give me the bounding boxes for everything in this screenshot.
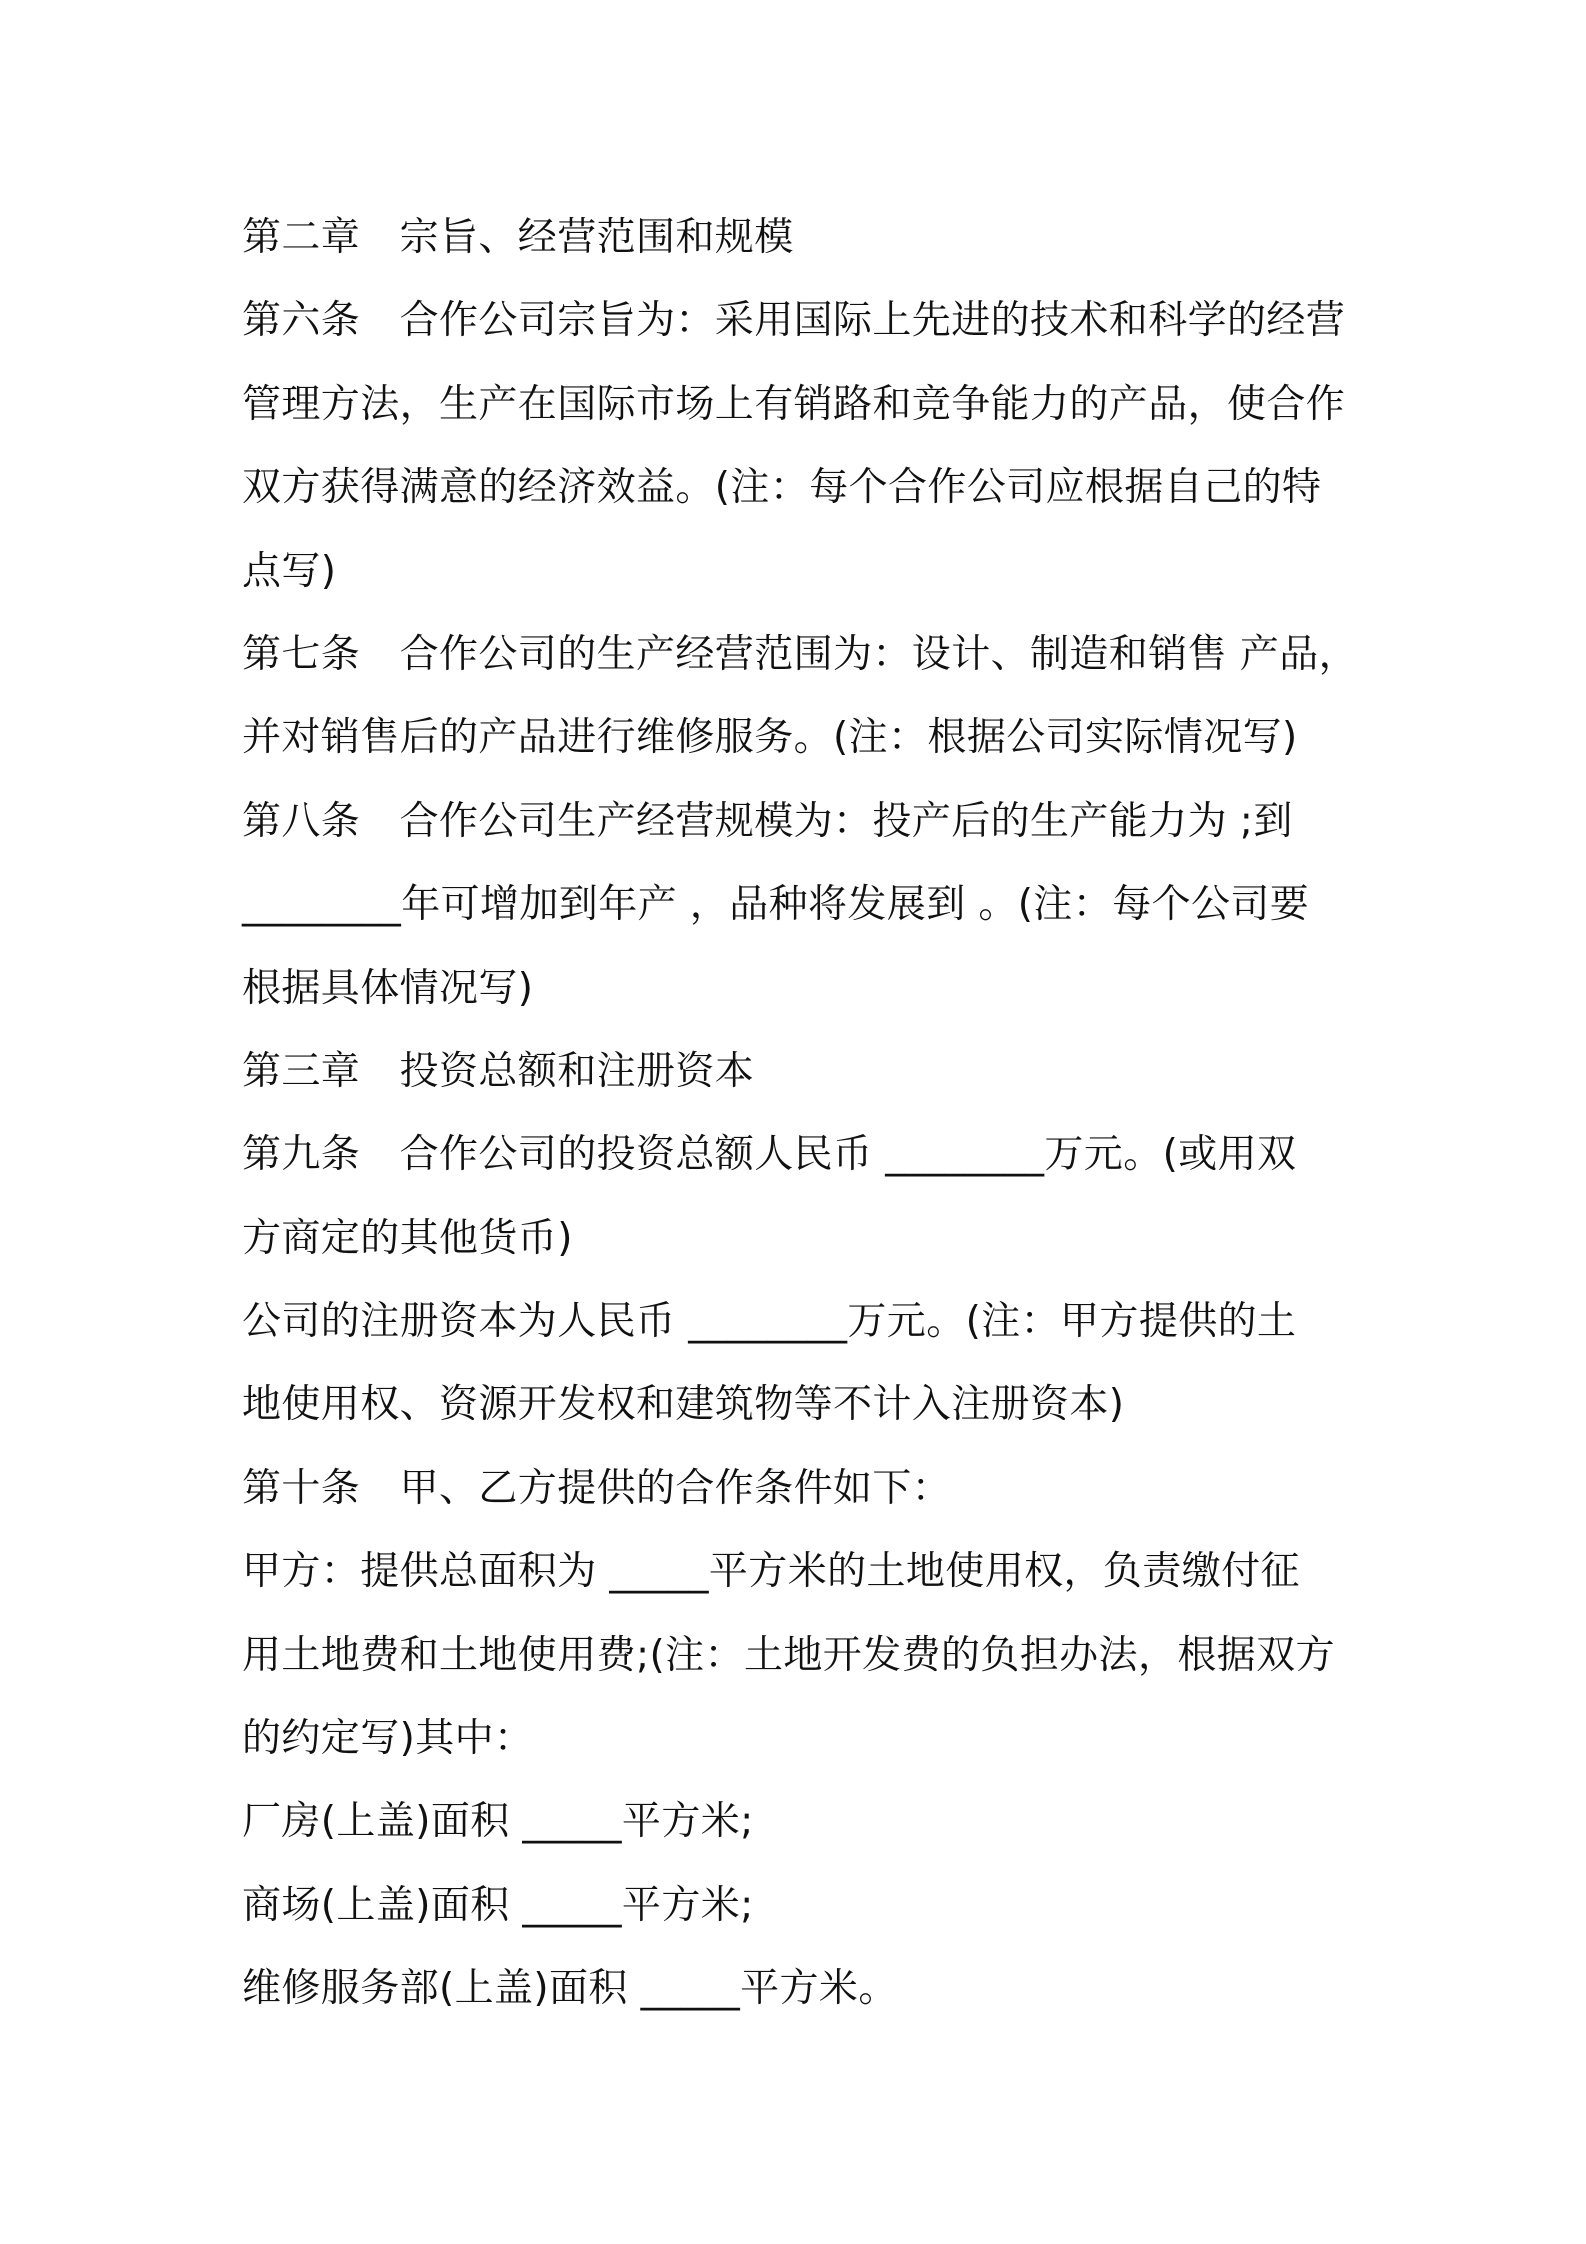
article-6-line-3: 双方获得满意的经济效益。(注：每个合作公司应根据自己的特 <box>242 465 1322 511</box>
article-7-line-1: 第七条 合作公司的生产经营范围为：设计、制造和销售 产品， <box>242 631 1358 677</box>
party-a-line-1: 甲方：提供总面积为 _____平方米的土地使用权，负责缴付征 <box>242 1549 1300 1595</box>
service-area-line: 维修服务部(上盖)面积 _____平方米。 <box>242 1966 898 2012</box>
chapter-3-heading: 第三章 投资总额和注册资本 <box>242 1048 755 1094</box>
article-9-line-1: 第九条 合作公司的投资总额人民币 ________万元。(或用双 <box>242 1132 1297 1178</box>
registered-capital-line-2: 地使用权、资源开发权和建筑物等不计入注册资本) <box>242 1382 1125 1428</box>
chapter-2-heading: 第二章 宗旨、经营范围和规模 <box>242 215 794 260</box>
article-9-line-2: 方商定的其他货币) <box>242 1215 573 1261</box>
party-a-line-2: 用土地费和土地使用费;(注：土地开发费的负担办法，根据双方 <box>242 1632 1335 1678</box>
party-a-line-3: 的约定写)其中： <box>242 1716 534 1762</box>
article-8-line-3: 根据具体情况写) <box>242 965 534 1011</box>
article-6-line-1: 第六条 合作公司宗旨为：采用国际上先进的技术和科学的经营 <box>242 298 1346 344</box>
article-10-line-1: 第十条 甲、乙方提供的合作条件如下： <box>242 1465 952 1511</box>
article-8-line-2: ________年可增加到年产 ，品种将发展到 。(注：每个公司要 <box>242 882 1310 928</box>
factory-area-line: 厂房(上盖)面积 _____平方米; <box>242 1799 754 1845</box>
article-8-line-1: 第八条 合作公司生产经营规模为：投产后的生产能力为 ;到 <box>242 798 1293 844</box>
article-7-line-2: 并对销售后的产品进行维修服务。(注：根据公司实际情况写) <box>242 715 1298 761</box>
article-6-line-2: 管理方法，生产在国际市场上有销路和竞争能力的产品，使合作 <box>242 381 1346 427</box>
document-body <box>242 196 1362 2031</box>
mall-area-line: 商场(上盖)面积 _____平方米; <box>242 1882 754 1928</box>
article-6-line-4: 点写) <box>242 548 337 594</box>
registered-capital-line-1: 公司的注册资本为人民币 ________万元。(注：甲方提供的土 <box>242 1299 1297 1345</box>
